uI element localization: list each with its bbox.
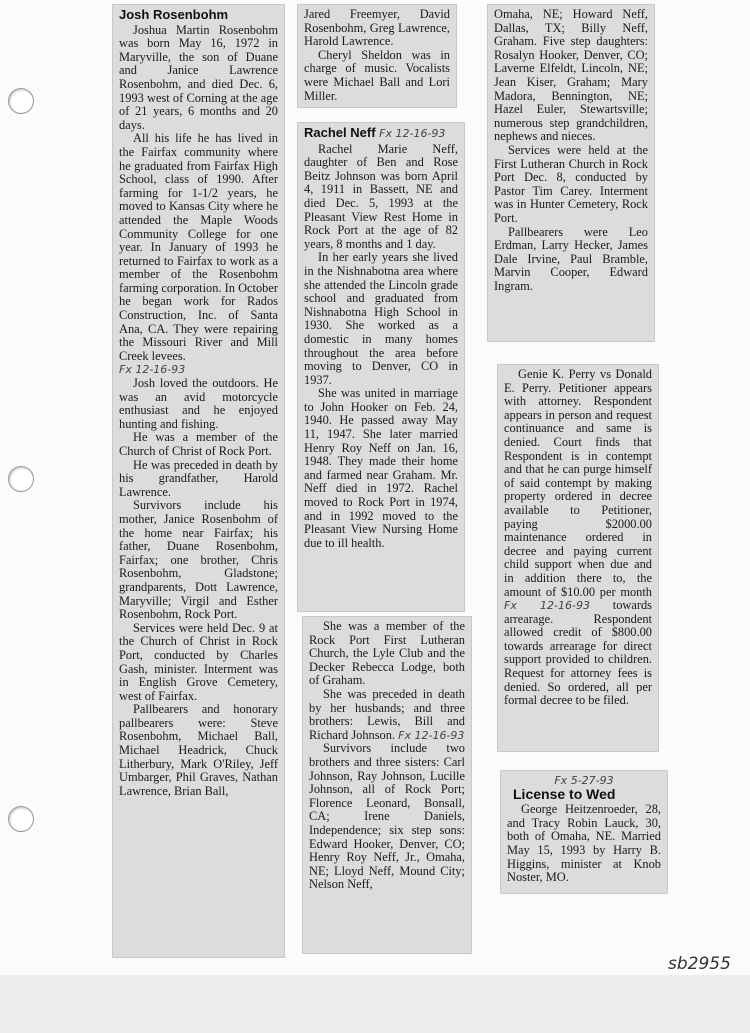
paragraph: Omaha, NE; Howard Neff, Dallas, TX; Billy Neff, Graham. Five step daughters: Rosalyn Hooker, Denver, CO; Laverne Elfeldt, Lincoln, NE; Jean Kiser, Graham; Mary Madora, Bennington, NE; Hazel Euler, Stewartsville; numerous step grandchildren, nephews and nieces.: [494, 7, 648, 144]
paragraph: She was united in marriage to John Hooker on Feb. 24, 1940. He passed away May 11, 1947. She later married Henry Roy Neff on Jan. 16, 1948. They made their home and farmed near Graham. Mr. Neff died in 1972. Rachel moved to Rock Port in 1974, and in 1992 moved to the Pleasant View Nursing Home due to ill health.: [304, 386, 458, 550]
clipping-josh-rosenbohm: [112, 4, 285, 958]
paragraph: Services were held Dec. 9 at the Church of Christ in Rock Port, conducted by Charles Gash, minister. Interment was in English Grove Cemetery, west of Fairfax.: [119, 620, 278, 703]
paragraph: Services were held at the First Lutheran Church in Rock Port Dec. 8, conducted by Pastor Tim Carey. Interment was in Hunter Cemetery, Rock Port.: [494, 142, 648, 225]
paragraph: Pallbearers and honorary pallbearers were: Steve Rosenbohm, Michael Ball, Michael Headrick, Chuck Litherbury, Mark O'Riley, Jeff Umbarger, Phil Graves, Nathan Lawrence, Brian Ball,: [119, 702, 278, 798]
paragraph: Genie K. Perry vs Donald E. Perry. Petitioner appears with attorney. Respondent appears in person and request continuance and same is denied. Court finds that Respondent is in contempt and that he can purge himself of said contempt by making property ordered in decree available to Petitioner, paying $2000.00 maintenance ordered in decree and paying current child support when due and in addition there to, the amount of $10.00 per month Fx 12-16-93 towards arrearage. Respondent allowed credit of $800.00 towards arrearage for direct support provided to children. Request for attorney fees is denied. So ordered, all per formal decree to be filed.: [504, 367, 652, 708]
license-title: License to Wed: [513, 785, 616, 802]
obituary-title: Josh Rosenbohm: [119, 7, 229, 22]
handwritten-note: Fx 12-16-93: [504, 599, 590, 613]
handwritten-note: Fx 12-16-93: [119, 363, 186, 377]
paragraph: All his life he has lived in the Fairfax community where he graduated from Fairfax High School, class of 1990. After farming for 1-1/2 years, he moved to Kansas City where he attended the Maple Woods Community College for one year. In January of 1993 he returned to Fairfax to work as a member of the Rosenbohm farming corporation. In October he began work for Rados Construction, Inc. of Santa Ana, CA. They were repairing the Missouri River and Mill Creek levees.: [119, 131, 278, 363]
paragraph: He was a member of the Church of Christ of Rock Port.: [119, 430, 278, 458]
punch-hole-top: [8, 88, 34, 114]
clipping-rachel-neff-survivors: [487, 4, 655, 342]
paragraph: Josh loved the outdoors. He was an avid motorcycle enthusiast and he enjoyed hunting and fishing.: [119, 376, 278, 431]
handwritten-note: Fx 5-27-93: [554, 774, 614, 787]
paragraph: She was a member of the Rock Port First Lutheran Church, the Lyle Club and the Decker Rebecca Lodge, both of Graham.: [309, 619, 465, 688]
page-bottom-margin: [0, 975, 750, 1033]
punch-hole-bottom: [8, 806, 34, 832]
clipping-rachel-neff-continued: [302, 616, 472, 954]
paragraph: Survivors include his mother, Janice Rosenbohm of the home near Fairfax; his father, Duane Rosenbohm, Fairfax; one brother, Chris Rosenbohm, Gladstone; grandparents, Dott Lawrence, Maryville; Virgil and Esther Rosenbohm, Rock Port.: [119, 498, 278, 622]
paragraph: George Heitzenroeder, 28, and Tracy Robin Lauck, 30, both of Omaha, NE. Married May 15, 1993 by Harry B. Higgins, minister at Knob Noster, MO.: [507, 802, 661, 885]
paragraph: Jared Freemyer, David Rosenbohm, Greg Lawrence, Harold Lawrence.: [304, 7, 450, 49]
paragraph: Pallbearers were Leo Erdman, Larry Hecker, James Dale Irvine, Paul Bramble, Marvin Cooper, Edward Ingram.: [494, 224, 648, 293]
paragraph: Cheryl Sheldon was in charge of music. Vocalists were Michael Ball and Lori Miller.: [304, 47, 450, 103]
punch-hole-middle: [8, 466, 34, 492]
clipping-court-record: [497, 364, 659, 752]
paragraph: Rachel Marie Neff, daughter of Ben and Rose Beitz Johnson was born April 4, 1911 in Bassett, NE and died Dec. 5, 1993 at the Pleasant View Rest Home in Rock Port at the age of 82 years, 8 months and 1 day.: [304, 141, 458, 251]
clipping-license-to-wed: [500, 770, 668, 894]
handwritten-note: Fx 12-16-93: [398, 728, 465, 742]
paragraph: Survivors include two brothers and three sisters: Carl Johnson, Ray Johnson, Lucille Johnson, all of Rock Port; Florence Leonard, Bonsall, CA; Irene Daniels, Independence; six step sons: Edward Hooker, Denver, CO; Henry Roy Neff, Jr., Omaha, NE; Lloyd Neff, Mound City; Nelson Neff,: [309, 741, 465, 892]
obituary-title: Rachel Neff: [304, 125, 376, 140]
paragraph: She was preceded in death by her husbands; and three brothers: Lewis, Bill and Richard Johnson. Fx 12-16-93: [309, 686, 465, 742]
handwritten-note: Fx 12-16-93: [379, 127, 446, 140]
paragraph: Joshua Martin Rosenbohm was born May 16, 1972 in Maryville, the son of Duane and Janice Lawrence Rosenbohm, and died Dec. 6, 1993 west of Corning at the age of 21 years, 6 months and 20 days.: [119, 22, 278, 132]
paragraph: In her early years she lived in the Nishnabotna area where she attended the Lincoln grade school and graduated from Nishnabotna High School in 1930. She worked as a domestic in many homes throughout the area before moving to Denver, CO in 1937.: [304, 250, 458, 387]
catalog-number: sb2955: [668, 954, 731, 974]
clipping-rachel-neff: [297, 122, 465, 612]
clipping-josh-continuation: [297, 4, 457, 108]
paragraph: He was preceded in death by his grandfather, Harold Lawrence.: [119, 457, 278, 499]
